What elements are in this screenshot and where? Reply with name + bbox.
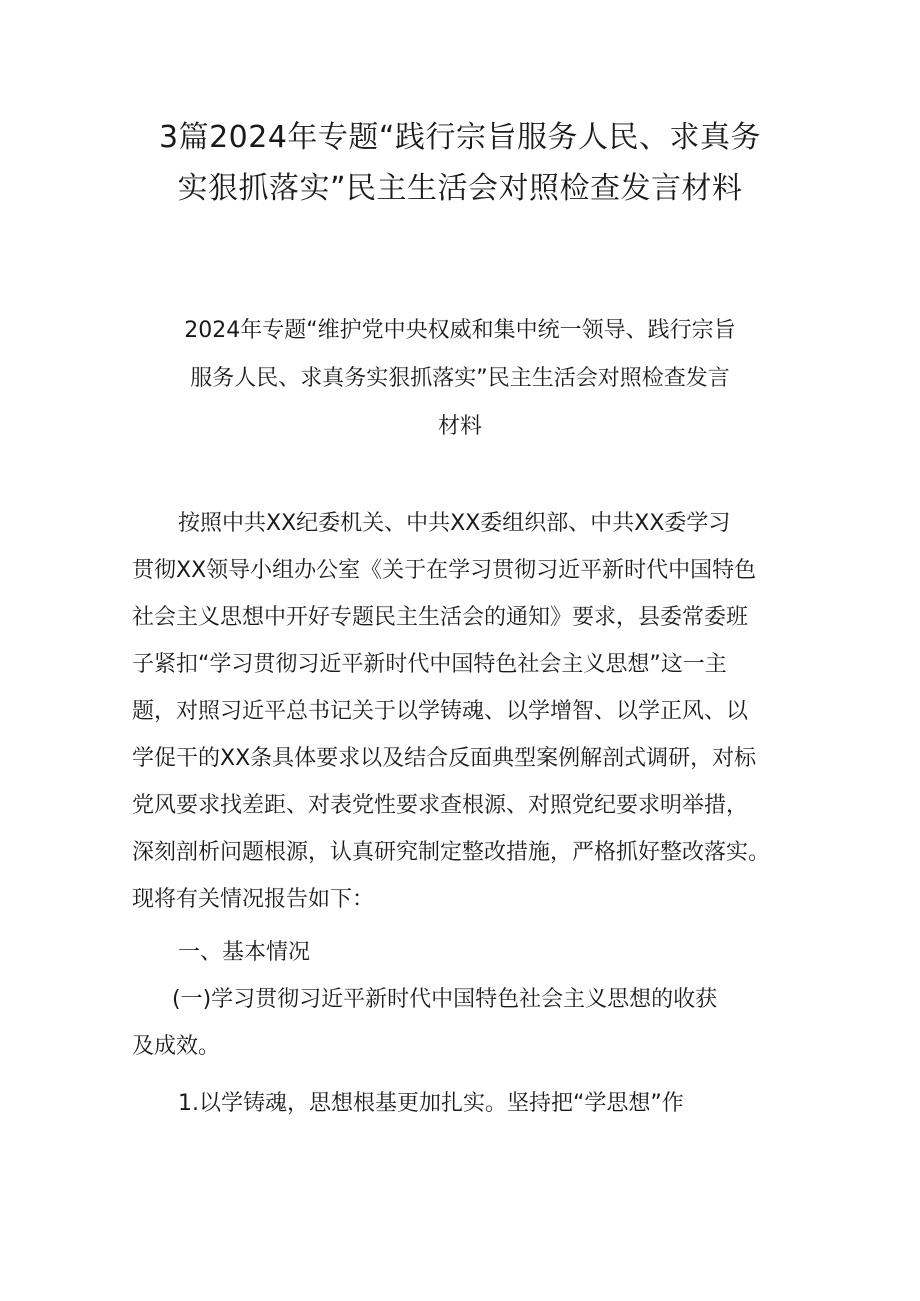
section-heading: 一、基本情况	[178, 940, 311, 965]
sub-title-line: 服务人民、求真务实狠抓落实”民主生活会对照检查发言	[190, 366, 730, 391]
intro-paragraph-line: 按照中共XX纪委机关、中共XX委组织部、中共XX委学习	[178, 511, 731, 536]
intro-paragraph-line: 贯彻XX领导小组办公室《关于在学习贯彻习近平新时代中国特色	[132, 558, 757, 583]
main-title-line: 实狠抓落实”民主生活会对照检查发言材料	[177, 171, 743, 206]
intro-paragraph-line: 现将有关情况报告如下：	[132, 887, 375, 912]
main-title-line: 3篇2024年专题“践行宗旨服务人民、求真务	[159, 120, 761, 155]
sub-title-line: 材料	[437, 414, 482, 439]
item-paragraph-line: 1.以学铸魂，思想根基更加扎实。坚持把“学思想”作	[178, 1091, 684, 1116]
intro-paragraph-line: 社会主义思想中开好专题民主生活会的通知》要求，县委常委班	[132, 605, 749, 630]
intro-paragraph-line: 党风要求找差距、对表党性要求查根源、对照党纪要求明举措，	[132, 793, 749, 818]
main-title	[60, 112, 860, 214]
intro-paragraph-line: 子紧扣“学习贯彻习近平新时代中国特色社会主义思想”这一主	[132, 652, 727, 677]
sub-title	[110, 307, 810, 451]
intro-paragraph-line: 深刻剖析问题根源，认真研究制定整改措施，严格抓好整改落实。	[132, 840, 771, 865]
subsection-heading-line: 及成效。	[132, 1034, 221, 1059]
intro-paragraph-line: 题，对照习近平总书记关于以学铸魂、以学增智、以学正风、以	[132, 699, 749, 724]
subsection-heading-line: (一)学习贯彻习近平新时代中国特色社会主义思想的收获	[172, 987, 718, 1012]
intro-paragraph-line: 学促干的XX条具体要求以及结合反面典型案例解剖式调研，对标	[132, 746, 757, 771]
sub-title-line: 2024年专题“维护党中央权威和集中统一领导、践行宗旨	[184, 318, 736, 343]
